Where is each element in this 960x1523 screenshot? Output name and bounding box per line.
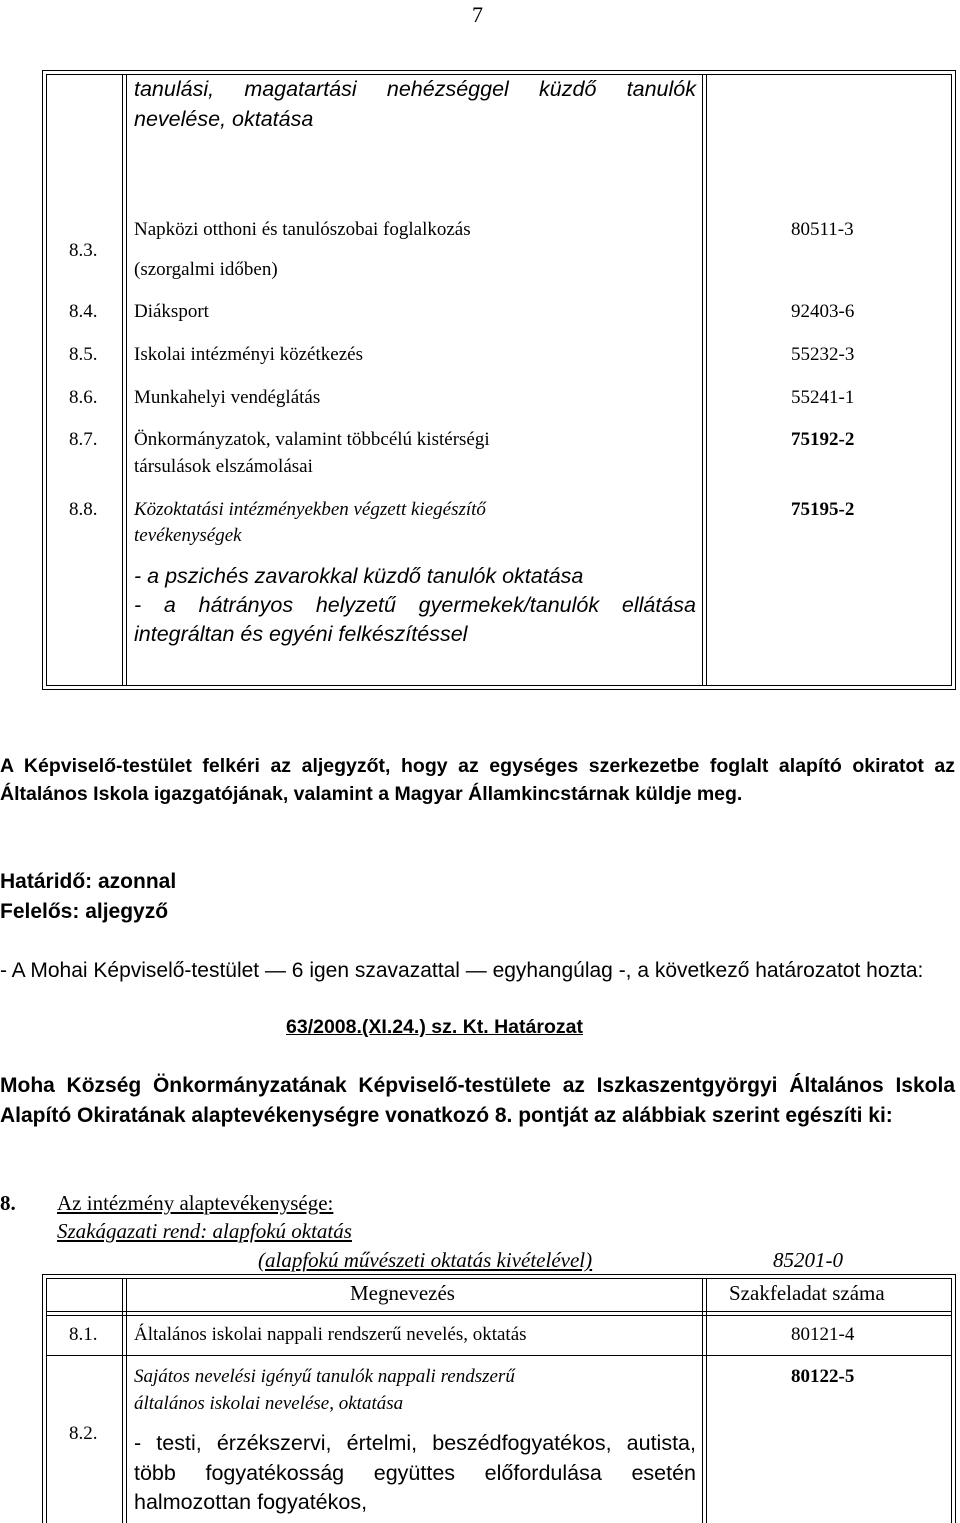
row-name: Sajátos nevelési igényű tanulók nappali rendszerű	[134, 1366, 515, 1387]
section-title: Az intézmény alaptevékenysége:	[57, 1191, 334, 1215]
table-border	[42, 70, 956, 71]
table-intro-text: tanulási, magatartási nehézséggel küzdő tanulók nevelése, oktatása	[134, 77, 696, 131]
column-divider	[702, 1278, 703, 1523]
table-border	[46, 1278, 47, 1523]
table-border	[42, 1274, 956, 1275]
column-divider	[126, 1278, 127, 1523]
row-name: Önkormányzatok, valamint többcélú kistérségi	[134, 429, 490, 450]
row-code: 75195-2	[791, 499, 855, 520]
responsible: Felelős: aljegyző	[0, 900, 169, 923]
page-number: 7	[472, 2, 483, 27]
resolution-text: Moha Község Önkormányzatának Képviselő-testülete az Iszkaszentgyörgyi Általános Iskola Alapító Okiratának alaptevékenységre vonatkozó 8. pontját az alábbiak szerint egészíti ki:	[0, 1074, 955, 1127]
row-code: 80122-5	[791, 1366, 855, 1387]
row-code: 80121-4	[791, 1324, 855, 1345]
table-border	[46, 74, 47, 686]
column-divider	[126, 74, 127, 686]
row-code: 75192-2	[791, 429, 855, 450]
table-border	[46, 1355, 952, 1356]
row-number: 8.2.	[69, 1423, 98, 1444]
request-paragraph: A Képviselő-testület felkéri az aljegyzőt, hogy az egységes szerkezetbe foglalt alapító okiratot az Általános Iskola igazgatójának, valamint a Magyar Államkincstárnak küldje meg.	[0, 755, 955, 805]
row-name: Közoktatási intézményekben végzett kiegészítő	[134, 499, 486, 520]
row-name: Napközi otthoni és tanulószobai foglalkozás	[134, 219, 471, 240]
exception-line: (alapfokú művészeti oktatás kivételével)	[258, 1248, 593, 1272]
column-divider	[122, 74, 123, 686]
table-border	[955, 70, 956, 690]
column-divider	[706, 1278, 707, 1523]
table-border	[42, 1274, 43, 1523]
row-name: Általános iskolai nappali rendszerű nevelés, oktatás	[134, 1324, 527, 1345]
row-name: Diáksport	[134, 301, 209, 322]
row-code: 92403-6	[791, 301, 855, 322]
row-code: 80511-3	[791, 219, 854, 240]
row-number: 8.3.	[69, 240, 98, 261]
row-number: 8.1.	[69, 1324, 98, 1345]
deadline: Határidő: azonnal	[0, 870, 177, 893]
row-sub-item: - testi, érzékszervi, értelmi, beszédfogyatékos, autista, több fogyatékosság együttes előfordulása esetén halmozottan fogyatékos,	[134, 1431, 696, 1514]
table-border	[42, 70, 43, 690]
vote-text: - A Mohai Képviselő-testület — 6 igen szavazattal — egyhangúlag -, a következő határozatot hozta:	[0, 959, 924, 982]
header-code: Szakfeladat száma	[729, 1281, 885, 1305]
table-border	[951, 74, 952, 686]
column-divider	[122, 1278, 123, 1523]
row-name-line2: tevékenységek	[134, 525, 242, 546]
row-name-line2: általános iskolai nevelése, oktatása	[134, 1393, 404, 1414]
row-number: 8.4.	[69, 301, 98, 322]
resolution-title: 63/2008.(XI.24.) sz. Kt. Határozat	[286, 1016, 583, 1038]
row-name: Munkahelyi vendéglátás	[134, 387, 321, 408]
row-name-line2: társulások elszámolásai	[134, 456, 313, 477]
row-name: Iskolai intézményi közétkezés	[134, 344, 363, 365]
row-name-line2: (szorgalmi időben)	[134, 259, 278, 280]
row-number: 8.7.	[69, 429, 98, 450]
table-border	[42, 689, 956, 690]
column-divider	[702, 74, 703, 686]
table-border	[46, 1315, 952, 1316]
exception-code: 85201-0	[773, 1248, 843, 1272]
row-sub-item: - a hátrányos helyzetű gyermekek/tanulók ellátása integráltan és egyéni felkészítéssel	[134, 593, 696, 646]
sector-line: Szakágazati rend: alapfokú oktatás	[57, 1219, 352, 1243]
row-code: 55241-1	[791, 387, 855, 408]
table-border	[46, 1311, 952, 1312]
row-number: 8.5.	[69, 344, 98, 365]
table-border	[46, 685, 952, 686]
header-name: Megnevezés	[350, 1281, 455, 1305]
table-border	[951, 1278, 952, 1523]
row-code: 55232-3	[791, 344, 855, 365]
section-number: 8.	[0, 1191, 16, 1215]
row-number: 8.8.	[69, 499, 98, 520]
row-number: 8.6.	[69, 387, 98, 408]
table-border	[955, 1274, 956, 1523]
column-divider	[706, 74, 707, 686]
row-sub-item: - a pszichés zavarokkal küzdő tanulók oktatása	[134, 564, 584, 588]
